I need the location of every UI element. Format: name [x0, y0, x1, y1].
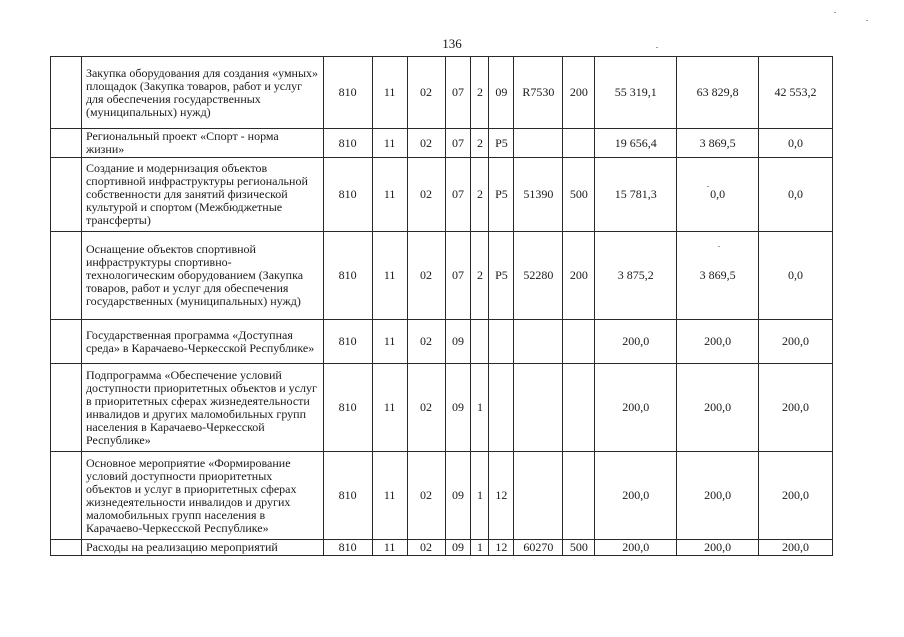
- section-code: 11: [372, 320, 407, 364]
- amount-year-1: 200,0: [595, 452, 677, 540]
- ministry-code: 810: [323, 320, 372, 364]
- row-spacer-cell: [51, 158, 82, 232]
- subprogram-code: 1: [471, 364, 489, 452]
- section-code: 11: [372, 57, 407, 129]
- amount-year-2: 200,0: [677, 540, 759, 556]
- expense-type-code: [563, 129, 595, 158]
- subsection-code: 02: [407, 452, 445, 540]
- subsection-code: 02: [407, 320, 445, 364]
- table-row: [51, 232, 833, 320]
- row-name: Закупка оборудования для создания «умных» площадок (Закупка товаров, работ и услуг для обеспечения государственных (муниципальных) нужд): [81, 57, 323, 129]
- direction-code: [514, 320, 563, 364]
- amount-year-3: 200,0: [759, 364, 833, 452]
- direction-code: [514, 452, 563, 540]
- expense-type-code: 500: [563, 158, 595, 232]
- amount-year-3: 200,0: [759, 320, 833, 364]
- section-code: 11: [372, 129, 407, 158]
- section-code: 11: [372, 540, 407, 556]
- page-number: 136: [442, 36, 462, 51]
- subsection-code: 02: [407, 540, 445, 556]
- event-code: 12: [489, 540, 514, 556]
- event-code: [489, 320, 514, 364]
- amount-year-2: 0,0: [677, 158, 759, 232]
- subsection-code: 02: [407, 129, 445, 158]
- event-code: [489, 364, 514, 452]
- direction-code: [514, 364, 563, 452]
- table-body: [51, 57, 833, 556]
- amount-year-3: 0,0: [759, 129, 833, 158]
- amount-year-3: 200,0: [759, 452, 833, 540]
- ministry-code: 810: [323, 129, 372, 158]
- row-name: Оснащение объектов спортивной инфраструктуры спортивно-технологическим оборудованием (Закупка товаров, работ и услуг для обеспечения государственных (муниципальных) нужд): [81, 232, 323, 320]
- amount-year-3: 42 553,2: [759, 57, 833, 129]
- row-spacer-cell: [51, 232, 82, 320]
- subsection-code: 02: [407, 57, 445, 129]
- table-row: [51, 452, 833, 540]
- event-code: 12: [489, 452, 514, 540]
- expense-type-code: 200: [563, 232, 595, 320]
- amount-year-3: 0,0: [759, 158, 833, 232]
- row-spacer-cell: [51, 364, 82, 452]
- program-code: 07: [445, 57, 471, 129]
- expense-type-code: 500: [563, 540, 595, 556]
- row-spacer-cell: [51, 320, 82, 364]
- subprogram-code: 2: [471, 232, 489, 320]
- program-code: 07: [445, 232, 471, 320]
- row-name: Государственная программа «Доступная среда» в Карачаево-Черкесской Республике»: [81, 320, 323, 364]
- ministry-code: 810: [323, 232, 372, 320]
- table-row: [51, 158, 833, 232]
- subsection-code: 02: [407, 364, 445, 452]
- amount-year-2: 200,0: [677, 320, 759, 364]
- event-code: 09: [489, 57, 514, 129]
- scan-speck: [866, 20, 868, 21]
- direction-code: 52280: [514, 232, 563, 320]
- expense-type-code: [563, 364, 595, 452]
- amount-year-1: 200,0: [595, 320, 677, 364]
- amount-year-1: 3 875,2: [595, 232, 677, 320]
- subprogram-code: [471, 320, 489, 364]
- subprogram-code: 1: [471, 540, 489, 556]
- subsection-code: 02: [407, 232, 445, 320]
- expense-type-code: [563, 452, 595, 540]
- section-code: 11: [372, 232, 407, 320]
- amount-year-2: 63 829,8: [677, 57, 759, 129]
- table-row: [51, 364, 833, 452]
- row-name: Создание и модернизация объектов спортивной инфраструктуры региональной собственности для занятий физической культурой и спортом (Межбюджетные трансферты): [81, 158, 323, 232]
- scan-speck: [718, 246, 720, 247]
- program-code: 09: [445, 452, 471, 540]
- row-spacer-cell: [51, 452, 82, 540]
- direction-code: R7530: [514, 57, 563, 129]
- row-spacer-cell: [51, 129, 82, 158]
- program-code: 09: [445, 540, 471, 556]
- amount-year-1: 200,0: [595, 364, 677, 452]
- scan-speck: [834, 12, 836, 13]
- row-name: Региональный проект «Спорт - норма жизни»: [81, 129, 323, 158]
- program-code: 09: [445, 364, 471, 452]
- row-name: Основное мероприятие «Формирование условий доступности приоритетных объектов и услуг в приоритетных сферах жизнедеятельности инвалидов и других маломобильных групп населения в Карачаево-Черкесской Республике»: [81, 452, 323, 540]
- section-code: 11: [372, 452, 407, 540]
- section-code: 11: [372, 364, 407, 452]
- program-code: 09: [445, 320, 471, 364]
- amount-year-2: 200,0: [677, 364, 759, 452]
- ministry-code: 810: [323, 364, 372, 452]
- subsection-code: 02: [407, 158, 445, 232]
- ministry-code: 810: [323, 452, 372, 540]
- amount-year-3: 0,0: [759, 232, 833, 320]
- event-code: P5: [489, 232, 514, 320]
- table-row: [51, 57, 833, 129]
- amount-year-1: 55 319,1: [595, 57, 677, 129]
- row-name: Подпрограмма «Обеспечение условий доступности приоритетных объектов и услуг в приоритетных сферах жизнедеятельности инвалидов и других маломобильных групп населения в Карачаево-Черкесской Республике»: [81, 364, 323, 452]
- row-spacer-cell: [51, 57, 82, 129]
- amount-year-1: 200,0: [595, 540, 677, 556]
- row-name: Расходы на реализацию мероприятий: [81, 540, 323, 556]
- event-code: P5: [489, 158, 514, 232]
- subprogram-code: 2: [471, 57, 489, 129]
- table-row: [51, 320, 833, 364]
- expense-type-code: [563, 320, 595, 364]
- ministry-code: 810: [323, 57, 372, 129]
- direction-code: 51390: [514, 158, 563, 232]
- scan-speck: [707, 186, 709, 187]
- expense-type-code: 200: [563, 57, 595, 129]
- budget-table: [50, 56, 833, 556]
- amount-year-2: 200,0: [677, 452, 759, 540]
- direction-code: [514, 129, 563, 158]
- section-code: 11: [372, 158, 407, 232]
- amount-year-1: 15 781,3: [595, 158, 677, 232]
- subprogram-code: 2: [471, 129, 489, 158]
- direction-code: 60270: [514, 540, 563, 556]
- table-row: [51, 540, 833, 556]
- ministry-code: 810: [323, 540, 372, 556]
- amount-year-2: 3 869,5: [677, 129, 759, 158]
- program-code: 07: [445, 158, 471, 232]
- amount-year-3: 200,0: [759, 540, 833, 556]
- subprogram-code: 1: [471, 452, 489, 540]
- ministry-code: 810: [323, 158, 372, 232]
- scan-speck: [656, 47, 658, 48]
- amount-year-1: 19 656,4: [595, 129, 677, 158]
- subprogram-code: 2: [471, 158, 489, 232]
- row-spacer-cell: [51, 540, 82, 556]
- program-code: 07: [445, 129, 471, 158]
- amount-year-2: 3 869,5: [677, 232, 759, 320]
- table-row: [51, 129, 833, 158]
- event-code: P5: [489, 129, 514, 158]
